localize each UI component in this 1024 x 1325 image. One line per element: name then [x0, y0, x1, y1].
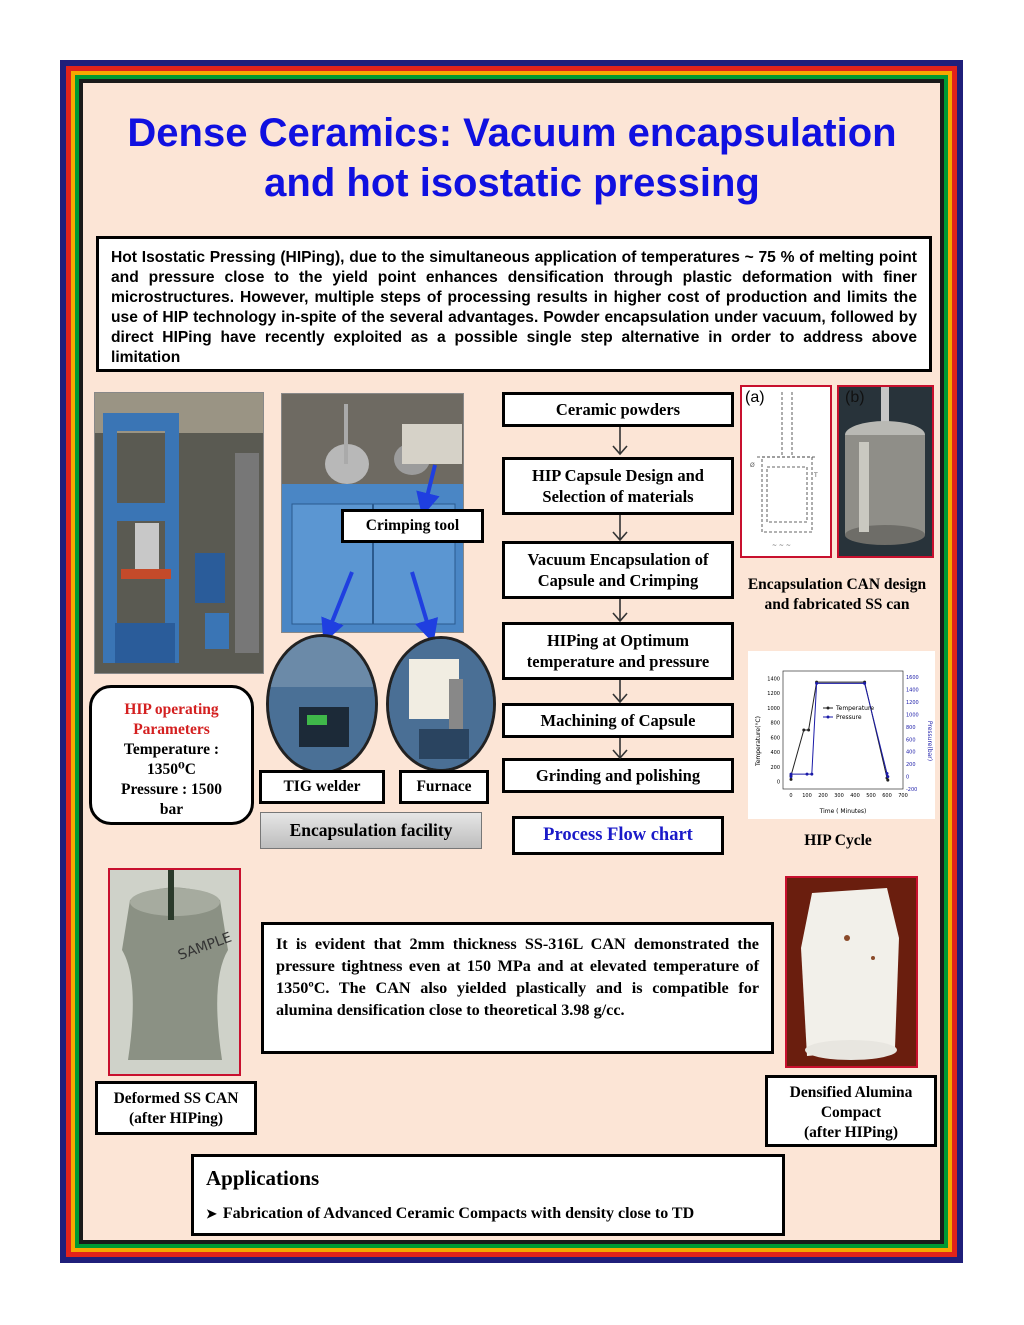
- can-design-drawing: [740, 385, 832, 558]
- series-point-pressure: [886, 775, 889, 778]
- y-left-tick-label: 1400: [767, 676, 780, 683]
- x-tick-label: 100: [802, 793, 812, 799]
- series-point-pressure: [863, 682, 866, 685]
- alumina-line2: Compact: [820, 1104, 882, 1121]
- x-tick-label: 0: [789, 793, 793, 799]
- chart-legend: [823, 705, 874, 721]
- y-right-tick-label: -200: [906, 787, 918, 793]
- applications-item-text: Fabrication of Advanced Ceramic Compacts with density close to TD: [222, 1205, 695, 1222]
- flow-step-5: Machining of Capsule: [502, 703, 734, 738]
- svg-text:Ø: Ø: [750, 462, 755, 469]
- tig-welder-photo: [266, 634, 378, 774]
- fabricated-can-photo: [837, 385, 934, 558]
- evidence-text: It is evident that 2mm thickness SS-316L CAN demonstrated the pressure tightness even at 150 MPa and at elevated temperature of 1350ºC. The CAN also yielded plastically and is compatible for alumina densification close to theoretical 3.98 g/cc.: [261, 922, 774, 1054]
- series-point-pressure: [806, 773, 809, 776]
- hip-machine-photo: [94, 392, 264, 674]
- chart-xlabel: Time ( Minutes): [819, 808, 867, 815]
- hip-cycle-caption: HIP Cycle: [804, 832, 872, 849]
- y-right-tick-label: 0: [906, 774, 910, 781]
- svg-text:SAMPLE: SAMPLE: [175, 929, 234, 964]
- x-tick-label: 400: [850, 793, 860, 799]
- can-label-b: (b): [845, 389, 865, 406]
- down-arrow-icon: [605, 425, 635, 765]
- tig-welder-label: TIG welder: [259, 770, 385, 804]
- furnace-photo: [386, 636, 496, 772]
- y-left-tick-label: 800: [770, 720, 780, 727]
- series-point-temperature: [802, 729, 805, 732]
- series-point-pressure: [790, 773, 793, 776]
- furnace-label: Furnace: [399, 770, 489, 804]
- flow-step-4: HIPing at Optimum temperature and pressure: [502, 622, 734, 680]
- alumina-line1: Densified Alumina: [789, 1084, 913, 1101]
- deformed-can-line2: (after HIPing): [129, 1110, 223, 1127]
- hip-cycle-chart: [748, 651, 935, 819]
- y-right-tick-label: 800: [906, 724, 916, 731]
- alumina-caption: [765, 1075, 937, 1147]
- applications-item: [206, 1205, 770, 1223]
- x-tick-label: 300: [834, 793, 844, 799]
- deformed-can-caption: [95, 1081, 257, 1135]
- series-point-temperature: [886, 779, 889, 782]
- deformed-can-line1: Deformed SS CAN: [113, 1090, 239, 1107]
- y-right-tick-label: 400: [906, 749, 916, 756]
- alumina-line3: (after HIPing): [804, 1124, 898, 1141]
- can-label-a: (a): [745, 389, 765, 406]
- poster-title: Dense Ceramics: Vacuum encapsulation and hot isostatic pressing: [127, 111, 897, 205]
- flow-step-6: Grinding and polishing: [502, 758, 734, 793]
- hip-params-pressure-line1: Pressure : 1500: [120, 781, 223, 798]
- series-line-temperature: [791, 682, 888, 780]
- flow-step-3: Vacuum Encapsulation of Capsule and Crimping: [502, 541, 734, 599]
- y-left-tick-label: 1200: [767, 691, 780, 698]
- series-point-pressure: [886, 772, 889, 775]
- hip-parameters-box: [89, 685, 254, 825]
- flow-step-1: Ceramic powders: [502, 392, 734, 427]
- chart-ylabel-right: Pressure(bar): [926, 720, 933, 762]
- svg-text:T: T: [814, 472, 818, 479]
- y-left-tick-label: 400: [770, 750, 780, 757]
- legend-pressure: Pressure: [836, 714, 862, 721]
- series-point-temperature: [807, 729, 810, 732]
- hip-params-temperature-value: 1350⁰C: [147, 761, 196, 778]
- y-left-tick-label: 600: [770, 735, 780, 742]
- can-design-caption: Encapsulation CAN design and fabricated SS can: [747, 576, 927, 613]
- hip-params-heading: HIP operating Parameters: [124, 701, 219, 738]
- hip-params-pressure-line2: bar: [159, 801, 184, 818]
- hip-params-temperature-label: Temperature :: [123, 741, 220, 758]
- x-tick-label: 700: [898, 793, 908, 799]
- process-flow-caption: Process Flow chart: [512, 816, 724, 855]
- y-right-tick-label: 1400: [906, 687, 919, 694]
- densified-alumina-photo: [785, 876, 918, 1068]
- blue-arrow-icon: [300, 460, 490, 650]
- series-point-pressure: [810, 773, 813, 776]
- y-right-tick-label: 1600: [906, 675, 919, 682]
- y-left-tick-label: 1000: [767, 705, 780, 712]
- chart-ylabel-left: Temperature(°C): [755, 716, 762, 766]
- x-tick-label: 500: [866, 793, 876, 799]
- y-right-tick-label: 200: [906, 762, 916, 769]
- y-right-tick-label: 1000: [906, 712, 919, 719]
- intro-text: Hot Isostatic Pressing (HIPing), due to the simultaneous application of temperatures ~ 75 % of melting point and pressure close to the yield point enhances densification through plastic deformation with finer microstructures. However, multiple steps of processing results in higher cost of production and limits the use of HIP technology in-spite of the several advantages. Powder encapsulation under vacuum, followed by direct HIPing have recently exploited as a possible single step alternative in order to address above limitation: [96, 236, 932, 372]
- applications-heading: Applications: [206, 1166, 320, 1190]
- x-tick-label: 200: [818, 793, 828, 799]
- legend-temperature: Temperature: [836, 705, 875, 712]
- y-left-tick-label: 0: [776, 779, 780, 786]
- arrow-bullet-icon: ➤: [206, 1206, 217, 1221]
- applications-box: [191, 1154, 785, 1236]
- deformed-can-photo: [108, 868, 241, 1076]
- series-point-pressure: [815, 682, 818, 685]
- y-right-tick-label: 600: [906, 737, 916, 744]
- crimping-tool-label: Crimping tool: [341, 509, 484, 543]
- svg-text:~ ~ ~: ~ ~ ~: [772, 542, 791, 549]
- y-right-tick-label: 1200: [906, 700, 919, 707]
- flow-step-2: HIP Capsule Design and Selection of materials: [502, 457, 734, 515]
- encapsulation-facility-caption: Encapsulation facility: [260, 812, 482, 849]
- series-point-temperature: [790, 778, 793, 781]
- x-tick-label: 600: [882, 793, 892, 799]
- y-left-tick-label: 200: [770, 764, 780, 771]
